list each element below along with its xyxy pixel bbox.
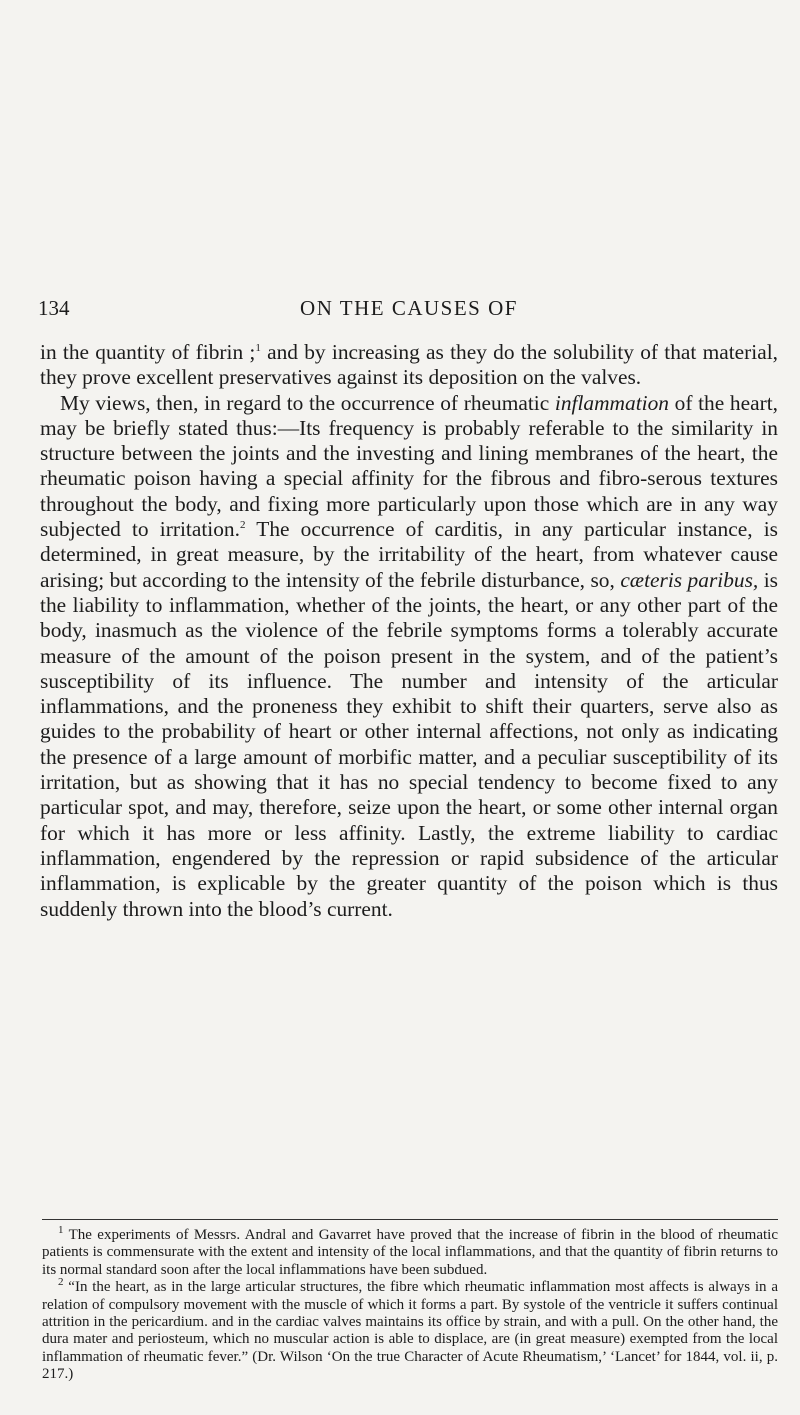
footnote-ref-1: 1 — [255, 341, 261, 354]
footnote-divider — [42, 1219, 778, 1220]
page-header — [38, 296, 760, 326]
footnotes — [42, 1224, 778, 1384]
paragraph-1: in the quantity of fibrin ;$^1$ and by increasing as they do the solubility of that material, they prove excellent preservatives against its deposition on the valves. — [40, 340, 779, 390]
paragraph-2: My views, then, in regard to the occurrence of rheumatic inflammation of the heart, may be briefly stated thus:—Its frequency is probably referable to the similarity in structure between the joints and the investing and lining membranes of the heart, the rheumatic poison having a special affinity for the fibrous and fibro-serous textures throughout the body, and fixing more particularly upon those which are in any way subjected to irritation.$^2$ The occurrence of carditis, in any particular instance, is determined, in great measure, by the irritability of the heart, from whatever cause arising; but according to the intensity of the febrile disturbance, so, cæteris paribus, is the liability to inflammation, whether of the joints, the heart, or any other part of the body, inasmuch as the violence of the febrile symptoms forms a tolerably accurate measure of the amount of the poison present in the system, and of the patient’s susceptibility of its influence. The number and intensity of the articular inflammations, and the proneness they exhibit to shift their quarters, serve also as guides to the probability of heart or other internal affections, not only as indicating the presence of a large amount of morbific matter, and a peculiar susceptibility of its irritation, but as showing that it has no special tendency to become fixed to any particular spot, and may, therefore, seize upon the heart, or some other internal organ for which it has more or less affinity. Lastly, the extreme liability to cardiac inflammation, engendered by the repression or rapid subsidence of the articular inflammation, is explicable by the greater quantity of the poison which is thus suddenly thrown into the blood’s current. — [40, 390, 779, 921]
footnote-1: $^1$ The experiments of Messrs. Andral and Gavarret have proved that the increase of fibrin in the blood of rheumatic patients is commensurate with the extent and intensity of the local inflammations, and that the quantity of fibrin returns to its normal standard soon after the local inflammations have been subdued. — [42, 1224, 778, 1278]
body-text — [40, 340, 778, 922]
page-number: 134 — [38, 296, 70, 320]
running-head: ON THE CAUSES OF — [300, 296, 518, 320]
footnote-2: $^2$ “In the heart, as in the large articular structures, the fibre which rheumatic inflammation most affects is always in a relation of compulsory movement with the muscle of which it forms a part. By systole of the ventricle it suffers continual attrition in the pericardium. and in the cardiac valves maintains its office by strain, and with a pull. On the other hand, the dura mater and periosteum, which no muscular action is able to displace, are (in great measure) exempted from the local inflammation of rheumatic fever.” (Dr. Wilson ‘On the true Character of Acute Rheumatism,’ ‘Lancet’ for 1844, vol. ii, p. 217.) — [42, 1276, 778, 1383]
footnote-ref-2: 2 — [239, 518, 246, 531]
